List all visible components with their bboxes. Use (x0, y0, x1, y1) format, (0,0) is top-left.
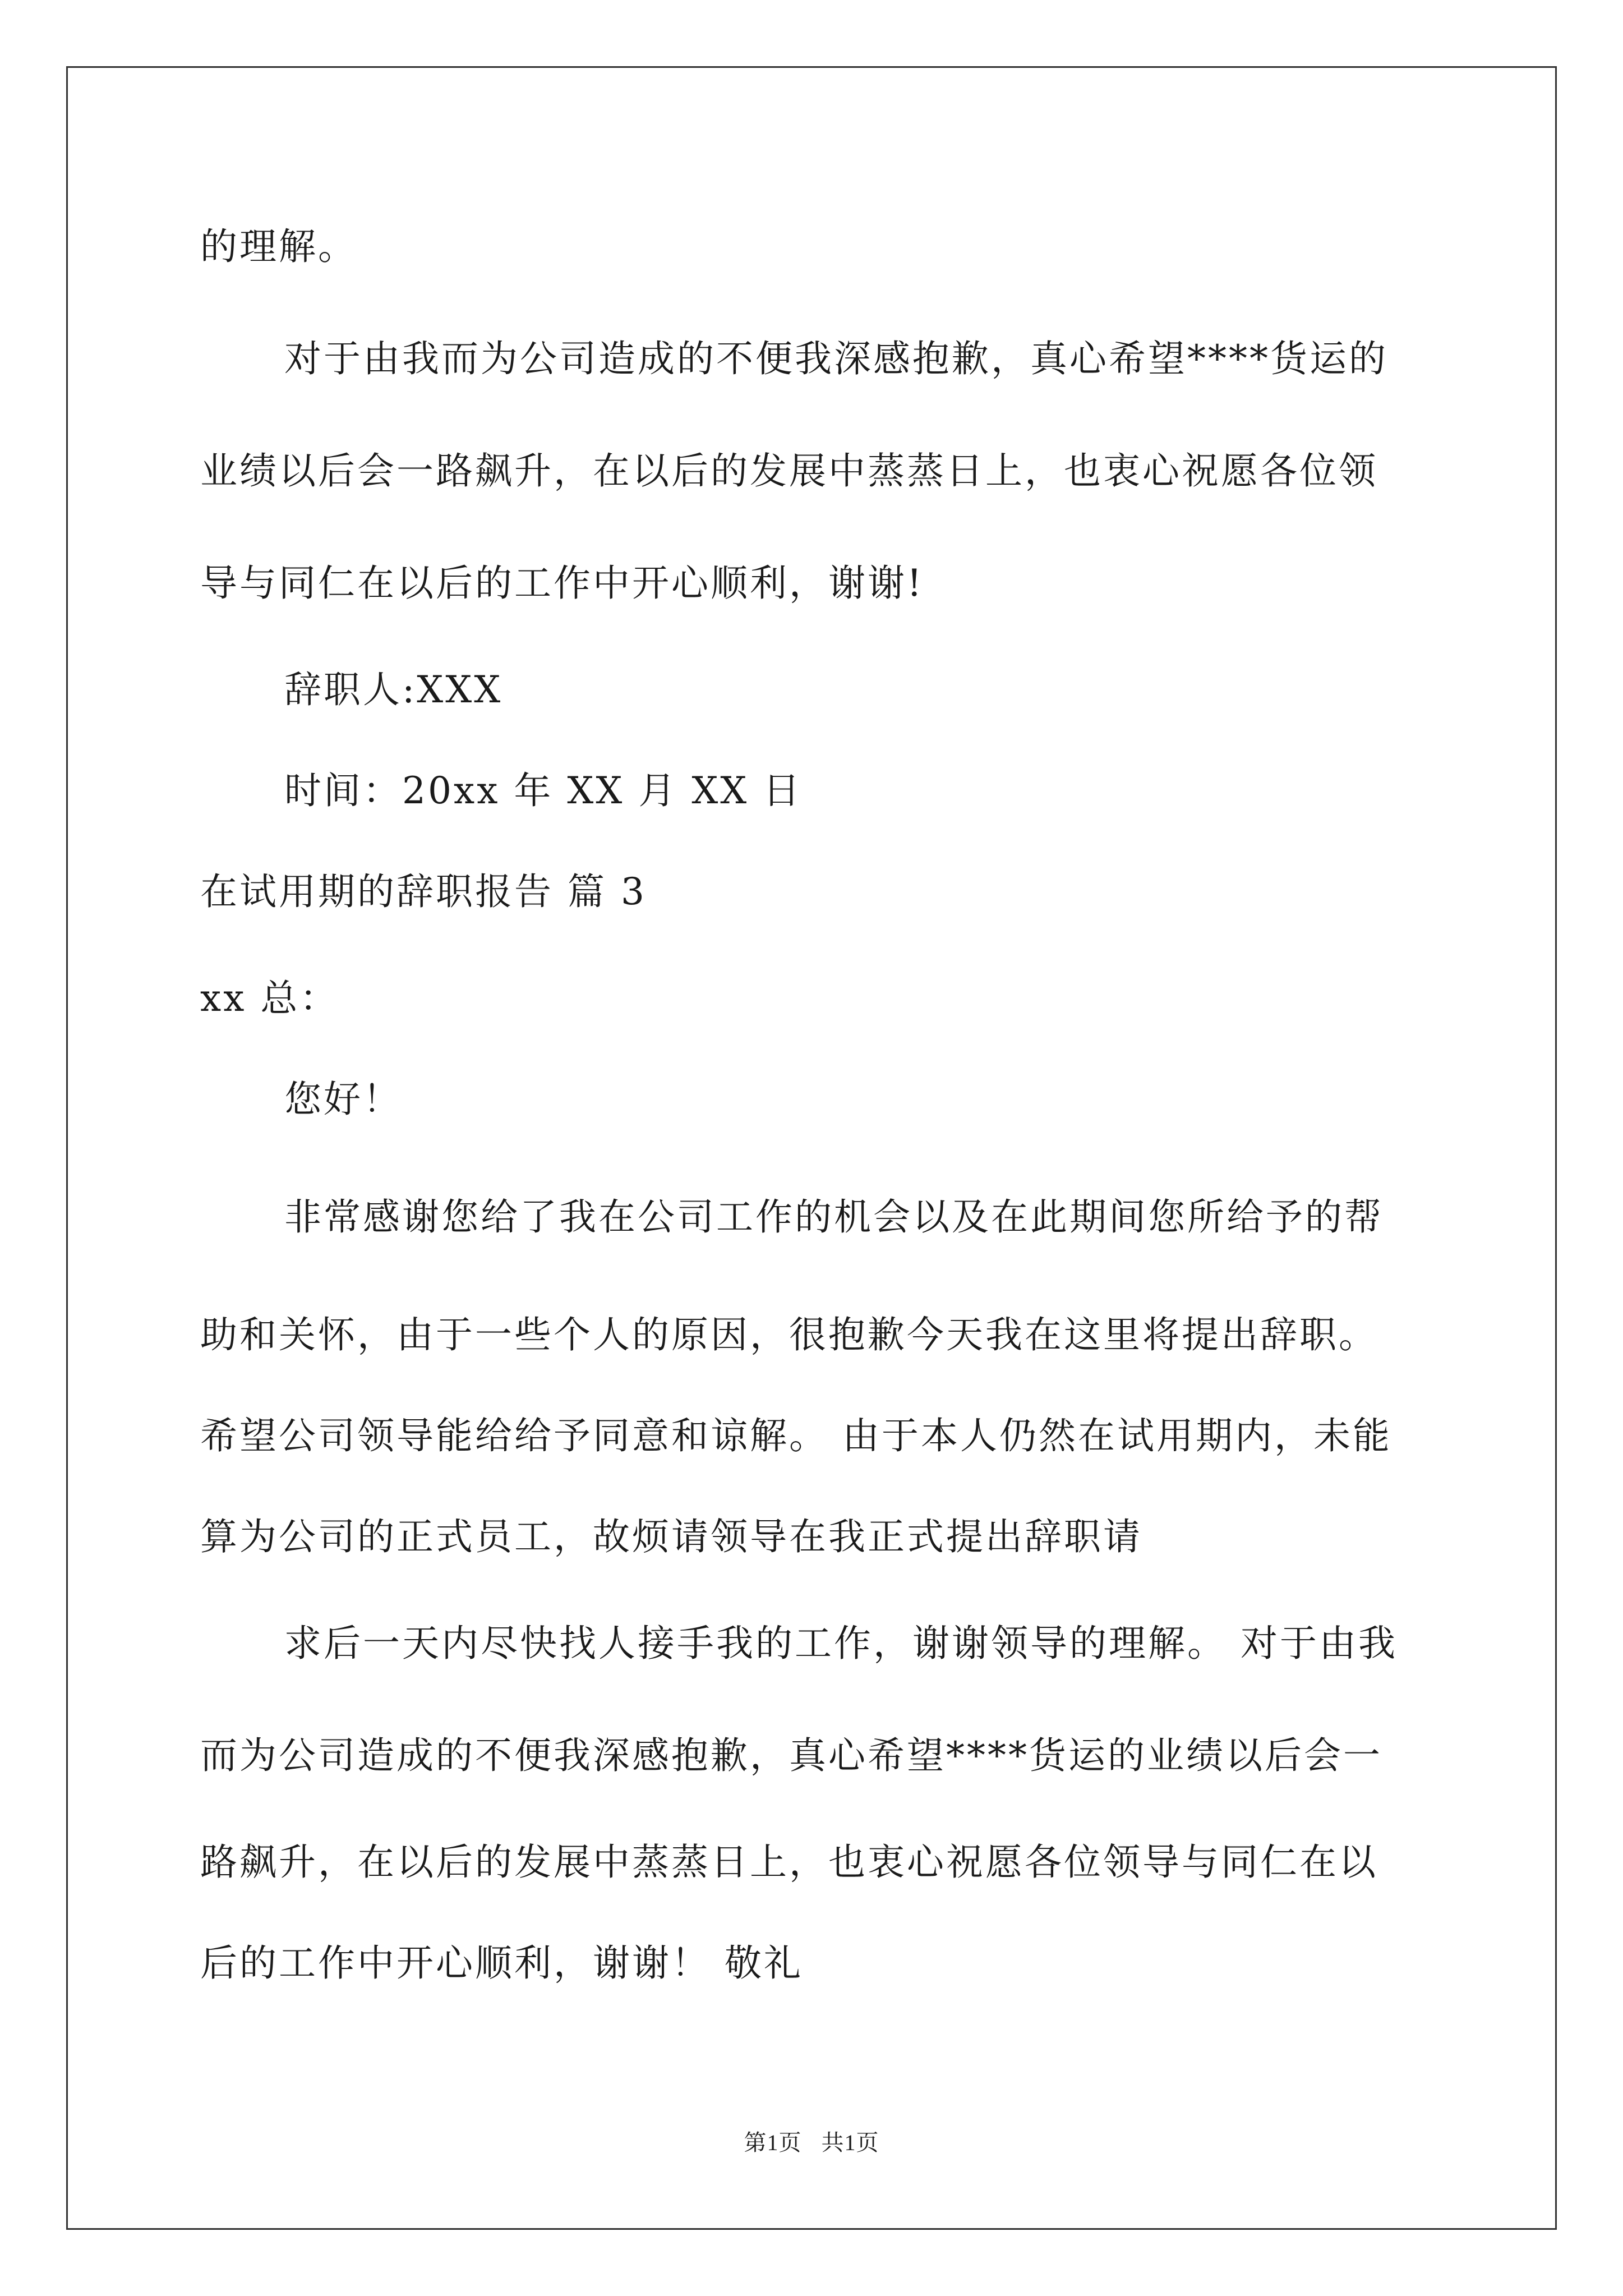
section-heading: 在试用期的辞职报告 篇 3 (200, 870, 647, 913)
text-line-17: 后的工作中开心顺利，谢谢！ 敬礼 (200, 1941, 803, 1985)
date-line: 时间：20xx 年 XX 月 XX 日 (284, 769, 803, 812)
page-footer (0, 2129, 1623, 2157)
text-line-2: 对于由我而为公司造成的不便我深感抱歉，真心希望****货运的 (284, 337, 1388, 380)
text-line-15: 而为公司造成的不便我深感抱歉，真心希望****货运的业绩以后会一 (200, 1734, 1382, 1777)
page-number: 第1页 (744, 2130, 802, 2155)
text-line-14: 求后一天内尽快找人接手我的工作，谢谢领导的理解。 对于由我 (284, 1622, 1398, 1665)
page-border (66, 66, 1557, 2230)
text-line-11: 助和关怀，由于一些个人的原因，很抱歉今天我在这里将提出辞职。 (200, 1313, 1378, 1356)
greeting: 您好！ (284, 1078, 402, 1121)
text-line-12: 希望公司领导能给给予同意和谅解。 由于本人仍然在试用期内，未能 (200, 1414, 1392, 1457)
signer-line: 辞职人:XXX (284, 668, 503, 711)
text-line-4: 导与同仁在以后的工作中开心顺利，谢谢! (200, 562, 924, 605)
page-total: 共1页 (821, 2130, 879, 2155)
salutation: xx 总： (200, 977, 339, 1020)
text-line-3: 业绩以后会一路飙升，在以后的发展中蒸蒸日上，也衷心祝愿各位领 (200, 449, 1378, 493)
text-line-10: 非常感谢您给了我在公司工作的机会以及在此期间您所给予的帮 (284, 1195, 1384, 1239)
text-line-13: 算为公司的正式员工，故烦请领导在我正式提出辞职请 (200, 1515, 1142, 1558)
text-line-1: 的理解。 (200, 225, 357, 268)
text-line-16: 路飙升，在以后的发展中蒸蒸日上，也衷心祝愿各位领导与同仁在以 (200, 1841, 1378, 1884)
